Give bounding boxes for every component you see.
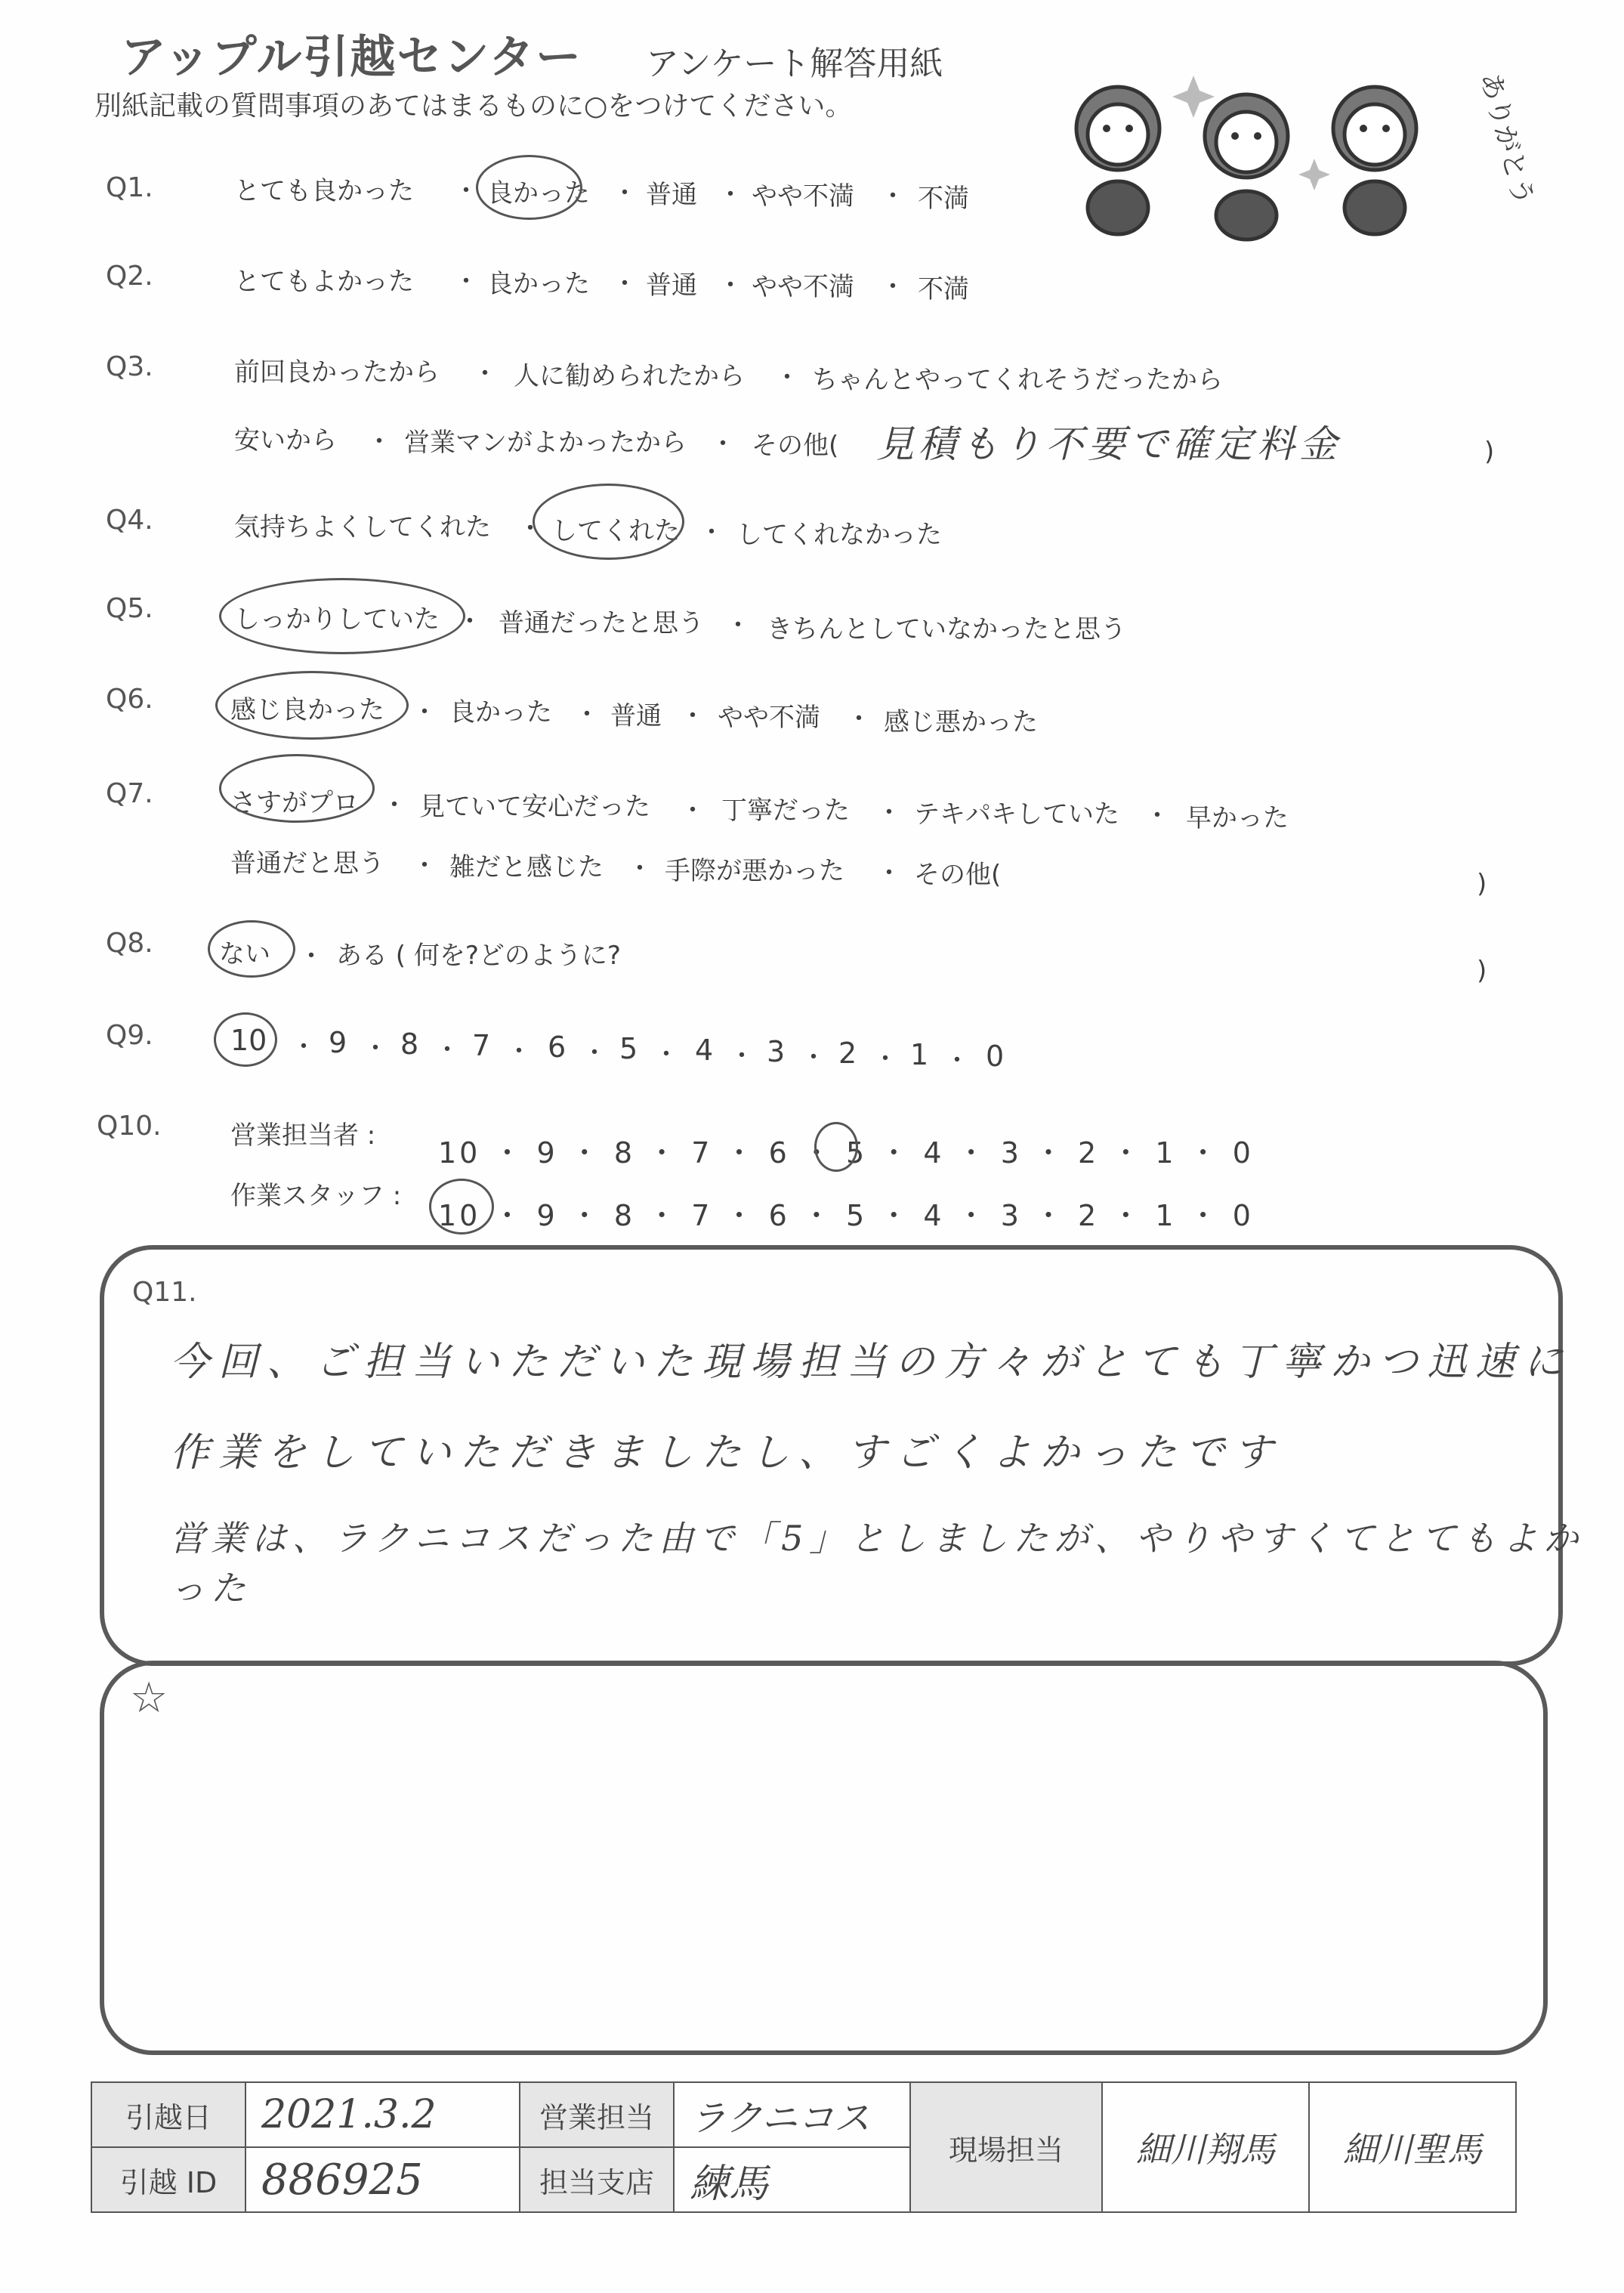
q10-sales-4[interactable]: 4 xyxy=(923,1136,945,1170)
q10-staff-0[interactable]: 0 xyxy=(1232,1199,1254,1232)
site-value-1: 細川翔馬 xyxy=(1102,2082,1309,2212)
selection-circle xyxy=(219,578,465,654)
q10-label: Q10. xyxy=(97,1111,162,1142)
q6-option-5[interactable]: 感じ悪かった xyxy=(884,707,1038,737)
q10-staff-10[interactable]: 10 xyxy=(438,1199,481,1232)
q3-option-2[interactable]: 人に勧められたから xyxy=(514,361,745,391)
q7-option-9[interactable]: その他( xyxy=(914,860,1002,890)
q3-option-5[interactable]: 営業マンがよかったから xyxy=(404,428,687,458)
q8-option-1[interactable]: ない xyxy=(219,939,270,969)
q7-option-2[interactable]: 見ていて安心だった xyxy=(419,792,650,822)
separator: ・ xyxy=(472,359,498,389)
separator: ・ xyxy=(366,427,392,457)
separator: ・ xyxy=(363,1034,388,1064)
q7-option-4[interactable]: テキパキしていた xyxy=(914,799,1119,830)
q6-option-1[interactable]: 感じ良かった xyxy=(230,695,384,725)
selection-circle xyxy=(429,1179,494,1235)
q2-option-4[interactable]: やや不満 xyxy=(752,272,854,302)
form-subtitle: アンケート解答用紙 xyxy=(646,45,943,83)
q10-staff-8[interactable]: 8 xyxy=(613,1199,636,1232)
selection-circle xyxy=(208,920,295,978)
q2-label: Q2. xyxy=(106,261,153,292)
q6-option-3[interactable]: 普通 xyxy=(610,701,662,731)
site-value-2: 細川聖馬 xyxy=(1309,2082,1516,2212)
form-title: アップル引越センター xyxy=(121,31,582,84)
sales-label: 営業担当 xyxy=(520,2082,674,2147)
q10-staff-label: 作業スタッフ : xyxy=(230,1181,402,1211)
q9-scale-2[interactable]: 2 xyxy=(838,1037,857,1070)
separator: ・ xyxy=(627,854,653,884)
q10-sales-10[interactable]: 10 xyxy=(438,1136,481,1170)
separator: ・ xyxy=(876,798,902,828)
move-date-value: 2021.3.2 xyxy=(245,2082,520,2147)
q10-staff-6[interactable]: 6 xyxy=(768,1199,790,1232)
q10-staff-5[interactable]: 5 xyxy=(845,1199,868,1232)
q3-other-answer[interactable]: 見積もり不要で確定料金 xyxy=(876,422,1341,466)
separator: ・ xyxy=(801,1043,826,1073)
q9-scale-7[interactable]: 7 xyxy=(472,1029,491,1062)
q10-staff-scale[interactable]: 10 ・ 9 ・ 8 ・ 7 ・ 6 ・ 5 ・ 4 ・ 3 ・ 2 ・ 1 ・ 0 xyxy=(438,1199,1254,1232)
sales-value: ラクニコス xyxy=(674,2082,910,2147)
separator: ・ xyxy=(699,518,724,548)
separator: ・ xyxy=(680,796,705,826)
selection-circle xyxy=(533,484,684,560)
q7-option-7[interactable]: 雑だと感じた xyxy=(449,852,604,882)
q3-option-1[interactable]: 前回良かったから xyxy=(234,357,440,388)
q7-label: Q7. xyxy=(106,778,153,809)
separator: ・ xyxy=(453,267,479,297)
q10-staff-3[interactable]: 3 xyxy=(1000,1199,1022,1232)
separator: ・ xyxy=(718,180,743,210)
q9-scale-9[interactable]: 9 xyxy=(329,1026,347,1059)
move-info-table xyxy=(91,2081,1517,2213)
free-comment-box[interactable] xyxy=(100,1661,1548,2055)
q7-option-3[interactable]: 丁寧だった xyxy=(721,796,850,826)
q8-option-2[interactable]: ある ( 何を?どのように? xyxy=(336,941,621,971)
separator: ・ xyxy=(880,181,906,212)
q8-close-paren: ) xyxy=(1477,956,1487,986)
selection-circle xyxy=(215,671,409,740)
separator: ・ xyxy=(453,176,479,206)
branch-value: 練馬 xyxy=(674,2147,910,2212)
separator: ・ xyxy=(729,1041,755,1071)
q7-close-paren: ) xyxy=(1477,869,1487,899)
q9-scale-0[interactable]: 0 xyxy=(986,1040,1005,1073)
q7-option-1[interactable]: さすがプロ xyxy=(230,788,359,818)
q9-scale-10[interactable]: 10 xyxy=(230,1024,267,1057)
separator: ・ xyxy=(457,607,483,637)
q9-scale-4[interactable]: 4 xyxy=(695,1034,714,1067)
q10-staff-9[interactable]: 9 xyxy=(536,1199,558,1232)
q1-label: Q1. xyxy=(106,172,153,203)
q1-option-5[interactable]: 不満 xyxy=(918,184,969,214)
separator: ・ xyxy=(876,858,902,888)
q10-sales-1[interactable]: 1 xyxy=(1155,1136,1177,1170)
q2-option-3[interactable]: 普通 xyxy=(646,270,697,301)
q4-option-3[interactable]: してくれなかった xyxy=(736,520,942,550)
q4-label: Q4. xyxy=(106,505,153,536)
q9-scale-1[interactable]: 1 xyxy=(910,1038,929,1071)
q10-sales-label: 営業担当者 : xyxy=(230,1120,376,1151)
q3-option-3[interactable]: ちゃんとやってくれそうだったから xyxy=(812,365,1223,395)
q7-option-5[interactable]: 早かった xyxy=(1186,803,1289,833)
separator: ・ xyxy=(612,269,638,299)
q6-label: Q6. xyxy=(106,684,153,715)
q10-sales-scale[interactable]: 10 ・ 9 ・ 8 ・ 7 ・ 6 ・ 5 ・ 4 ・ 3 ・ 2 ・ 1 ・ 0 xyxy=(438,1136,1254,1170)
q10-staff-4[interactable]: 4 xyxy=(923,1199,945,1232)
q8-label: Q8. xyxy=(106,928,153,959)
q9-scale-6[interactable]: 6 xyxy=(548,1031,567,1064)
q10-staff-7[interactable]: 7 xyxy=(691,1199,713,1232)
branch-label: 担当支店 xyxy=(520,2147,674,2212)
separator: ・ xyxy=(506,1037,532,1067)
q2-option-2[interactable]: 良かった xyxy=(487,269,590,299)
q11-comment-line-1: 今回、ご担当いただいた現場担当の方々がとても丁寧かつ迅速に xyxy=(170,1340,1573,1385)
separator: ・ xyxy=(434,1035,460,1065)
q9-scale-8[interactable]: 8 xyxy=(400,1028,419,1061)
selection-circle xyxy=(814,1122,858,1172)
separator: ・ xyxy=(298,941,324,972)
thanks-text: ありがとう xyxy=(1474,69,1539,209)
q10-sales-9[interactable]: 9 xyxy=(536,1136,558,1170)
separator: ・ xyxy=(774,363,800,393)
separator: ・ xyxy=(582,1038,607,1068)
move-id-label: 引越 ID xyxy=(91,2147,245,2212)
separator: ・ xyxy=(381,790,407,820)
q3-close-paren: ) xyxy=(1484,437,1495,467)
move-id-value: 886925 xyxy=(245,2147,520,2212)
q1-option-1[interactable]: とても良かった xyxy=(234,176,414,206)
q6-option-2[interactable]: 良かった xyxy=(449,697,552,728)
q3-label: Q3. xyxy=(106,351,153,382)
separator: ・ xyxy=(412,851,437,881)
separator: ・ xyxy=(725,610,751,641)
separator: ・ xyxy=(872,1044,898,1074)
q10-sales-3[interactable]: 3 xyxy=(1000,1136,1022,1170)
q10-sales-5[interactable]: 5 xyxy=(845,1136,868,1170)
q10-staff-2[interactable]: 2 xyxy=(1078,1199,1100,1232)
selection-circle xyxy=(219,754,375,823)
q3-option-6[interactable]: その他( xyxy=(752,431,839,461)
q11-comment-line-2: 作業をしていただきましたし、すごくよかったです xyxy=(170,1430,1283,1476)
separator: ・ xyxy=(291,1032,316,1062)
separator: ・ xyxy=(612,178,638,209)
separator: ・ xyxy=(1144,801,1170,831)
q11-comment-line-3: 営業は、ラクニコスだった由で「5」としましたが、やりやすくてとてもよかった xyxy=(170,1518,1585,1608)
q1-option-3[interactable]: 普通 xyxy=(646,180,697,210)
separator: ・ xyxy=(944,1046,970,1076)
q9-scale-3[interactable]: 3 xyxy=(767,1035,786,1068)
separator: ・ xyxy=(710,429,736,459)
q7-option-8[interactable]: 手際が悪かった xyxy=(665,856,844,886)
site-label: 現場担当 xyxy=(910,2082,1102,2212)
q5-option-3[interactable]: きちんとしていなかったと思う xyxy=(767,614,1126,644)
q1-option-4[interactable]: やや不満 xyxy=(752,181,854,212)
q2-option-1[interactable]: とてもよかった xyxy=(234,267,414,297)
q7-option-6[interactable]: 普通だと思う xyxy=(230,848,384,879)
q2-option-5[interactable]: 不満 xyxy=(918,274,969,304)
move-date-label: 引越日 xyxy=(91,2082,245,2147)
q4-option-1[interactable]: 気持ちよくしてくれた xyxy=(234,512,491,542)
star-icon: ☆ xyxy=(130,1673,168,1723)
instruction-text: 別紙記載の質問事項のあてはまるものに○をつけてください。 xyxy=(94,91,853,122)
q10-staff-1[interactable]: 1 xyxy=(1155,1199,1177,1232)
q5-label: Q5. xyxy=(106,593,153,624)
q10-sales-7[interactable]: 7 xyxy=(691,1136,713,1170)
q1-option-2[interactable]: 良かった xyxy=(487,178,590,209)
separator: ・ xyxy=(880,272,906,302)
separator: ・ xyxy=(718,270,743,301)
separator: ・ xyxy=(846,704,872,734)
q5-option-1[interactable]: しっかりしていた xyxy=(234,604,440,635)
q10-sales-0[interactable]: 0 xyxy=(1232,1136,1254,1170)
q10-sales-2[interactable]: 2 xyxy=(1078,1136,1100,1170)
separator: ・ xyxy=(412,697,437,728)
separator: ・ xyxy=(574,700,600,730)
q9-label: Q9. xyxy=(106,1020,153,1051)
separator: ・ xyxy=(653,1040,679,1070)
q10-sales-8[interactable]: 8 xyxy=(613,1136,636,1170)
separator: ・ xyxy=(517,514,543,544)
q6-option-4[interactable]: やや不満 xyxy=(718,703,820,733)
q9-scale-5[interactable]: 5 xyxy=(619,1032,638,1065)
q3-option-4[interactable]: 安いから xyxy=(234,425,337,456)
selection-circle xyxy=(476,155,582,220)
q5-option-2[interactable]: 普通だったと思う xyxy=(499,608,704,638)
separator: ・ xyxy=(680,701,705,731)
q10-sales-6[interactable]: 6 xyxy=(768,1136,790,1170)
q4-option-2[interactable]: してくれた xyxy=(551,516,680,546)
mascot-illustration xyxy=(1057,45,1539,242)
q11-label: Q11. xyxy=(132,1277,197,1308)
